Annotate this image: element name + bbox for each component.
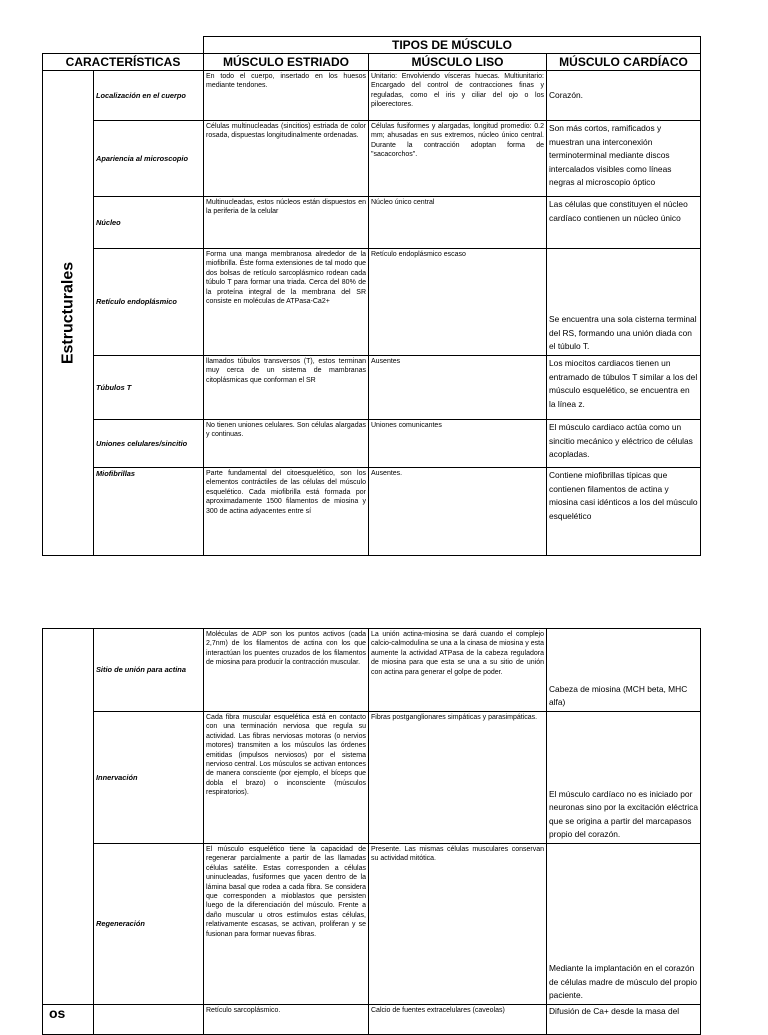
liso-cell: Fibras postganglionares simpáticas y parasimpáticas. xyxy=(369,712,547,844)
table-row xyxy=(43,1005,701,1035)
cardiaco-cell: El músculo cardiaco actúa como un sincitio mecánico y eléctrico de células acopladas. xyxy=(547,420,701,468)
estriado-cell: Forma una manga membranosa alrededor de la miofibrilla. Éste forma extensiones de tal modo que dos bolsas de retículo sarcoplásmico rodean cada túbulo T para formar una triada. Cerca del 80% de la proteína integral de la membrana del SR consiste en moléculas de ATPasa-Ca2+ xyxy=(204,249,369,356)
category-cell-empty xyxy=(43,629,94,1005)
liso-cell: Calcio de fuentes extracelulares (caveolas) xyxy=(369,1005,547,1035)
cardiaco-cell: Contiene miofibrillas típicas que contienen filamentos de actina y miosina casi idénticos a los del músculo esquelético xyxy=(547,468,701,556)
cardiaco-cell: Son más cortos, ramificados y muestran una interconexión terminoterminal mediante discos intercalados visibles como líneas negras al microscopio óptico xyxy=(547,121,701,197)
muscle-types-table xyxy=(42,36,701,556)
liso-cell: Unitario: Envolviendo vísceras huecas. Multiunitario: Encargado del control de contracciones finas y reguladas, como el iris y ciliar del ojo o los piloerectores. xyxy=(369,71,547,121)
feature-label: Túbulos T xyxy=(94,356,204,420)
cardiaco-cell: Las células que constituyen el núcleo cardíaco contienen un núcleo único xyxy=(547,197,701,249)
table-row xyxy=(43,844,701,1005)
estriado-cell: El músculo esquelético tiene la capacidad de regenerar parcialmente a partir de las llamadas células satélite. Estas corresponden a células uninucleadas, fusiformes que yacen dentro de la lámina basal que rodea a cada fibra. Se considera que corresponden a mioblastos que persisten luego de la diferenciación del músculo. Frente a daño muscular u otros estímulos estas células, relativamente escasas, se activan, proliferan y se fusionan para formar nuevas fibras. xyxy=(204,844,369,1005)
table-row xyxy=(43,249,701,356)
category-cell xyxy=(43,71,94,556)
cardiaco-cell: Corazón. xyxy=(547,71,701,121)
liso-cell: Células fusiformes y alargadas, longitud promedio: 0.2 mm; ahusadas en sus extremos, núcleo único central. Durante la contracción adoptan forma de "sacacorchos". xyxy=(369,121,547,197)
feature-label: Regeneración xyxy=(94,844,204,1005)
category-cell xyxy=(43,1005,94,1035)
estriado-cell: Células multinucleadas (sincitios) estriada de color rosada, dispuestas longitudinalmente ordenadas. xyxy=(204,121,369,197)
liso-cell: Retículo endoplásmico escaso xyxy=(369,249,547,356)
feature-label: Retículo endoplásmico xyxy=(94,249,204,356)
liso-cell: Ausentes. xyxy=(369,468,547,556)
estriado-cell: Moléculas de ADP son los puntos activos (cada 2,7nm) de los filamentos de actina con los que interactúan los puentes cruzados de los filamentos de miosina para producir la contracción muscular. xyxy=(204,629,369,712)
feature-label xyxy=(94,1005,204,1035)
table-title: TIPOS DE MÚSCULO xyxy=(204,37,701,54)
estriado-cell: No tienen uniones celulares. Son células alargadas y continuas. xyxy=(204,420,369,468)
table-row xyxy=(43,468,701,556)
table-row xyxy=(43,197,701,249)
col-header-liso: MÚSCULO LISO xyxy=(369,54,547,71)
feature-label: Apariencia al microscopio xyxy=(94,121,204,197)
estriado-cell: Parte fundamental del citoesquelético, son los elementos contráctiles de las células del músculo esquelético. Cada miofibrilla está formada por aproximadamente 1500 filamentos de miosina y 300 de actina adyacentes entre sí xyxy=(204,468,369,556)
liso-cell: Ausentes xyxy=(369,356,547,420)
feature-label: Miofibrillas xyxy=(94,468,204,556)
table-row xyxy=(43,356,701,420)
table-row xyxy=(43,420,701,468)
feature-label: Sitio de unión para actina xyxy=(94,629,204,712)
estriado-cell: En todo el cuerpo, insertado en los huesos mediante tendones. xyxy=(204,71,369,121)
feature-label: Núcleo xyxy=(94,197,204,249)
muscle-types-table-continued xyxy=(42,628,701,1035)
table-row xyxy=(43,712,701,844)
cardiaco-cell: El músculo cardíaco no es iniciado por neuronas sino por la excitación eléctrica que se origina a partir del marcapasos propio del corazón. xyxy=(547,712,701,844)
estriado-cell: Retículo sarcoplásmico. xyxy=(204,1005,369,1035)
estriado-cell: Multinucleadas, estos núcleos están dispuestos en la periferia de la celular xyxy=(204,197,369,249)
cardiaco-cell: Mediante la implantación en el corazón de células madre de músculo del propio paciente. xyxy=(547,844,701,1005)
col-header-caracteristicas: CARACTERÍSTICAS xyxy=(43,54,204,71)
liso-cell: Núcleo único central xyxy=(369,197,547,249)
table-row xyxy=(43,629,701,712)
feature-label: Innervación xyxy=(94,712,204,844)
estriado-cell: Cada fibra muscular esquelética está en contacto con una terminación nerviosa que regula su actividad. Las fibras nerviosas motoras (o nervios motores) transmiten a los músculos las órdenes emitidas (impulsos nerviosos) por el sistema nervioso central. Los músculos se activan entonces de manera consciente (por ejemplo, el bíceps que dobla el brazo) o inconsciente (músculos respiratorios). xyxy=(204,712,369,844)
cardiaco-cell: Cabeza de miosina (MCH beta, MHC alfa) xyxy=(547,629,701,712)
table-row xyxy=(43,121,701,197)
liso-cell: Uniones comunicantes xyxy=(369,420,547,468)
feature-label: Uniones celulares/sincitio xyxy=(94,420,204,468)
cardiaco-cell: Los miocitos cardiacos tienen un entramado de túbulos T similar a los del músculo esquelético, se encuentra en la línea z. xyxy=(547,356,701,420)
table-row xyxy=(43,71,701,121)
category-label: Estructurales xyxy=(59,261,77,365)
liso-cell: La unión actina-miosina se dará cuando el complejo calcio-calmodulina se una a la cinasa de miosina y esta aumente la actividad ATPasa de la cabeza reguladora de miosina para que esta se una a su sitio de unión con actina para generar el golpe de poder. xyxy=(369,629,547,712)
col-header-estriado: MÚSCULO ESTRIADO xyxy=(204,54,369,71)
col-header-cardiaco: MÚSCULO CARDÍACO xyxy=(547,54,701,71)
feature-label: Localización en el cuerpo xyxy=(94,71,204,121)
liso-cell: Presente. Las mismas células musculares conservan su actividad mitótica. xyxy=(369,844,547,1005)
blank-corner xyxy=(43,37,204,54)
cardiaco-cell: Se encuentra una sola cisterna terminal del RS, formando una unión diada con el túbulo T. xyxy=(547,249,701,356)
category-label: os xyxy=(49,1005,66,1021)
cardiaco-cell: Difusión de Ca+ desde la masa del xyxy=(547,1005,701,1035)
estriado-cell: llamados túbulos transversos (T), estos terminan muy cerca de un sistema de mambranas citoplásmicas que conforman el SR xyxy=(204,356,369,420)
